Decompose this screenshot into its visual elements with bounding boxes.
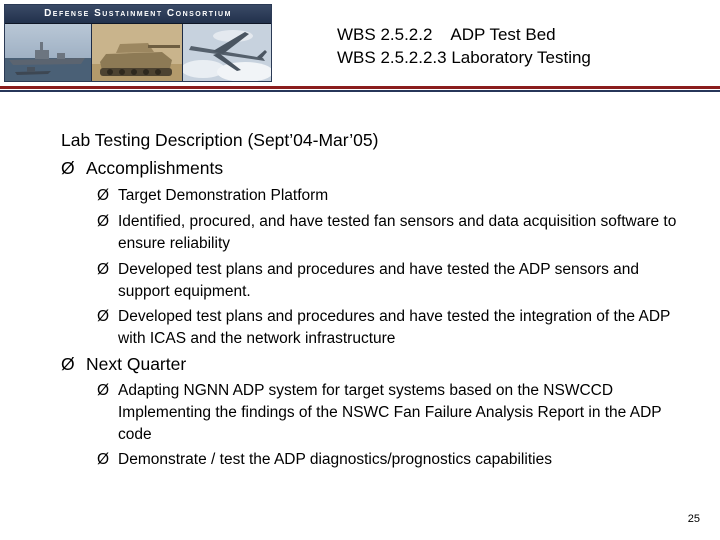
section-heading: Lab Testing Description (Sept’04-Mar’05) — [61, 130, 379, 150]
aircraft-photo — [183, 24, 271, 81]
slide-title — [337, 23, 591, 69]
sub-bullet — [97, 211, 687, 255]
arrow-bullet-icon: Ø — [61, 354, 75, 374]
sub-bullet — [97, 380, 687, 446]
sub-bullet — [97, 259, 687, 303]
sub-bullet — [97, 306, 687, 350]
arrow-bullet-icon: Ø — [97, 451, 110, 468]
bullet-label: Next Quarter — [86, 354, 187, 374]
wbs-title-line-1: WBS 2.5.2.2 ADP Test Bed — [337, 25, 556, 44]
page-number: 25 — [687, 513, 700, 525]
arrow-bullet-icon: Ø — [61, 158, 75, 178]
sub-bullet-text: Target Demonstration Platform — [118, 187, 329, 204]
ship-photo — [5, 24, 91, 81]
header-rule-red — [0, 86, 720, 89]
bullet-label: Accomplishments — [86, 158, 224, 178]
arrow-bullet-icon: Ø — [97, 308, 110, 325]
header-rule-navy — [0, 90, 720, 92]
sub-bullet — [97, 449, 687, 471]
arrow-bullet-icon: Ø — [97, 213, 110, 230]
wbs-title-line-2: WBS 2.5.2.2.3 Laboratory Testing — [337, 48, 591, 67]
bullet-next-quarter — [61, 353, 186, 375]
arrow-bullet-icon: Ø — [97, 261, 110, 278]
arrow-bullet-icon: Ø — [97, 187, 110, 204]
sub-bullet-text: Developed test plans and procedures and have tested the ADP sensors and support equipment. — [118, 261, 640, 300]
banner-title: Defense Sustainment Consortium — [5, 5, 271, 24]
sub-bullet — [97, 185, 687, 207]
sub-bullet-text: Adapting NGNN ADP system for target systems based on the NSWCCD Implementing the findings of the NSWC Fan Failure Analysis Report in the ADP code — [118, 382, 662, 443]
sub-bullet-text: Demonstrate / test the ADP diagnostics/prognostics capabilities — [118, 451, 552, 468]
tank-photo — [92, 24, 182, 81]
bullet-accomplishments — [61, 157, 223, 179]
consortium-banner — [4, 4, 272, 82]
sub-bullet-text: Identified, procured, and have tested fan sensors and data acquisition software to ensure reliability — [118, 213, 677, 252]
arrow-bullet-icon: Ø — [97, 382, 110, 399]
sub-bullet-text: Developed test plans and procedures and have tested the integration of the ADP with ICAS and the network infrastructure — [118, 308, 671, 347]
